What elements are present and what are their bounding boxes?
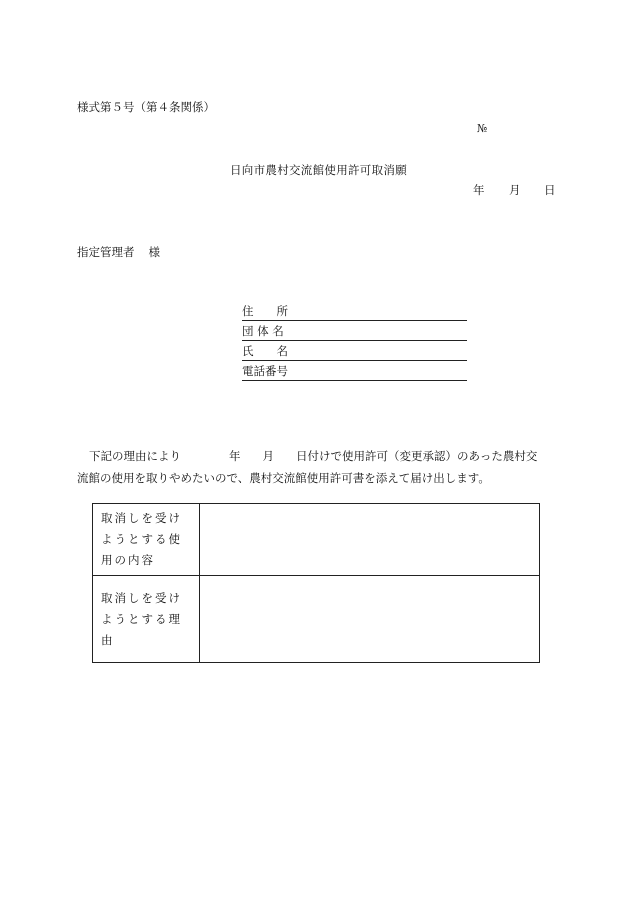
request-statement xyxy=(77,445,557,489)
applicant-name-label: 氏 名 xyxy=(242,344,288,358)
statement-year-label: 年 xyxy=(229,449,241,463)
statement-part-2: 日付けで使用許可（変更承認）のあった農村交 xyxy=(296,449,538,463)
cancellation-details-table xyxy=(92,503,540,663)
addressee-name: 指定管理者 xyxy=(77,245,135,259)
applicant-address-label: 住 所 xyxy=(242,304,288,318)
document-number-label: № xyxy=(477,122,488,135)
document-title: 日向市農村交流館使用許可取消願 xyxy=(230,163,407,177)
applicant-organization-label: 団 体 名 xyxy=(242,324,284,338)
usage-content-cell[interactable] xyxy=(200,504,540,576)
applicant-organization-field[interactable] xyxy=(242,322,467,341)
table-row xyxy=(93,576,540,663)
addressee xyxy=(77,244,160,260)
table-row xyxy=(93,504,540,576)
addressee-honorific: 様 xyxy=(148,245,160,259)
cancellation-reason-header: 取消しを受けようとする理由 xyxy=(93,576,200,663)
applicant-phone-label: 電話番号 xyxy=(242,364,288,378)
statement-month-label: 月 xyxy=(262,449,274,463)
date-day-label: 日 xyxy=(544,183,556,197)
request-statement-line-2: 流館の使用を取りやめたいので、農村交流館使用許可書を添えて届け出します。 xyxy=(77,471,490,485)
statement-part-1: 下記の理由により xyxy=(89,449,181,463)
usage-content-header: 取消しを受けようとする使用の内容 xyxy=(93,504,200,576)
cancellation-reason-cell[interactable] xyxy=(200,576,540,663)
request-statement-line-1 xyxy=(77,445,557,467)
date-month-label: 月 xyxy=(509,183,521,197)
date-year-label: 年 xyxy=(473,183,485,197)
applicant-name-field[interactable] xyxy=(242,342,467,361)
applicant-phone-field[interactable] xyxy=(242,362,467,381)
form-number: 様式第５号（第４条関係） xyxy=(77,100,215,114)
applicant-address-field[interactable] xyxy=(242,302,467,321)
